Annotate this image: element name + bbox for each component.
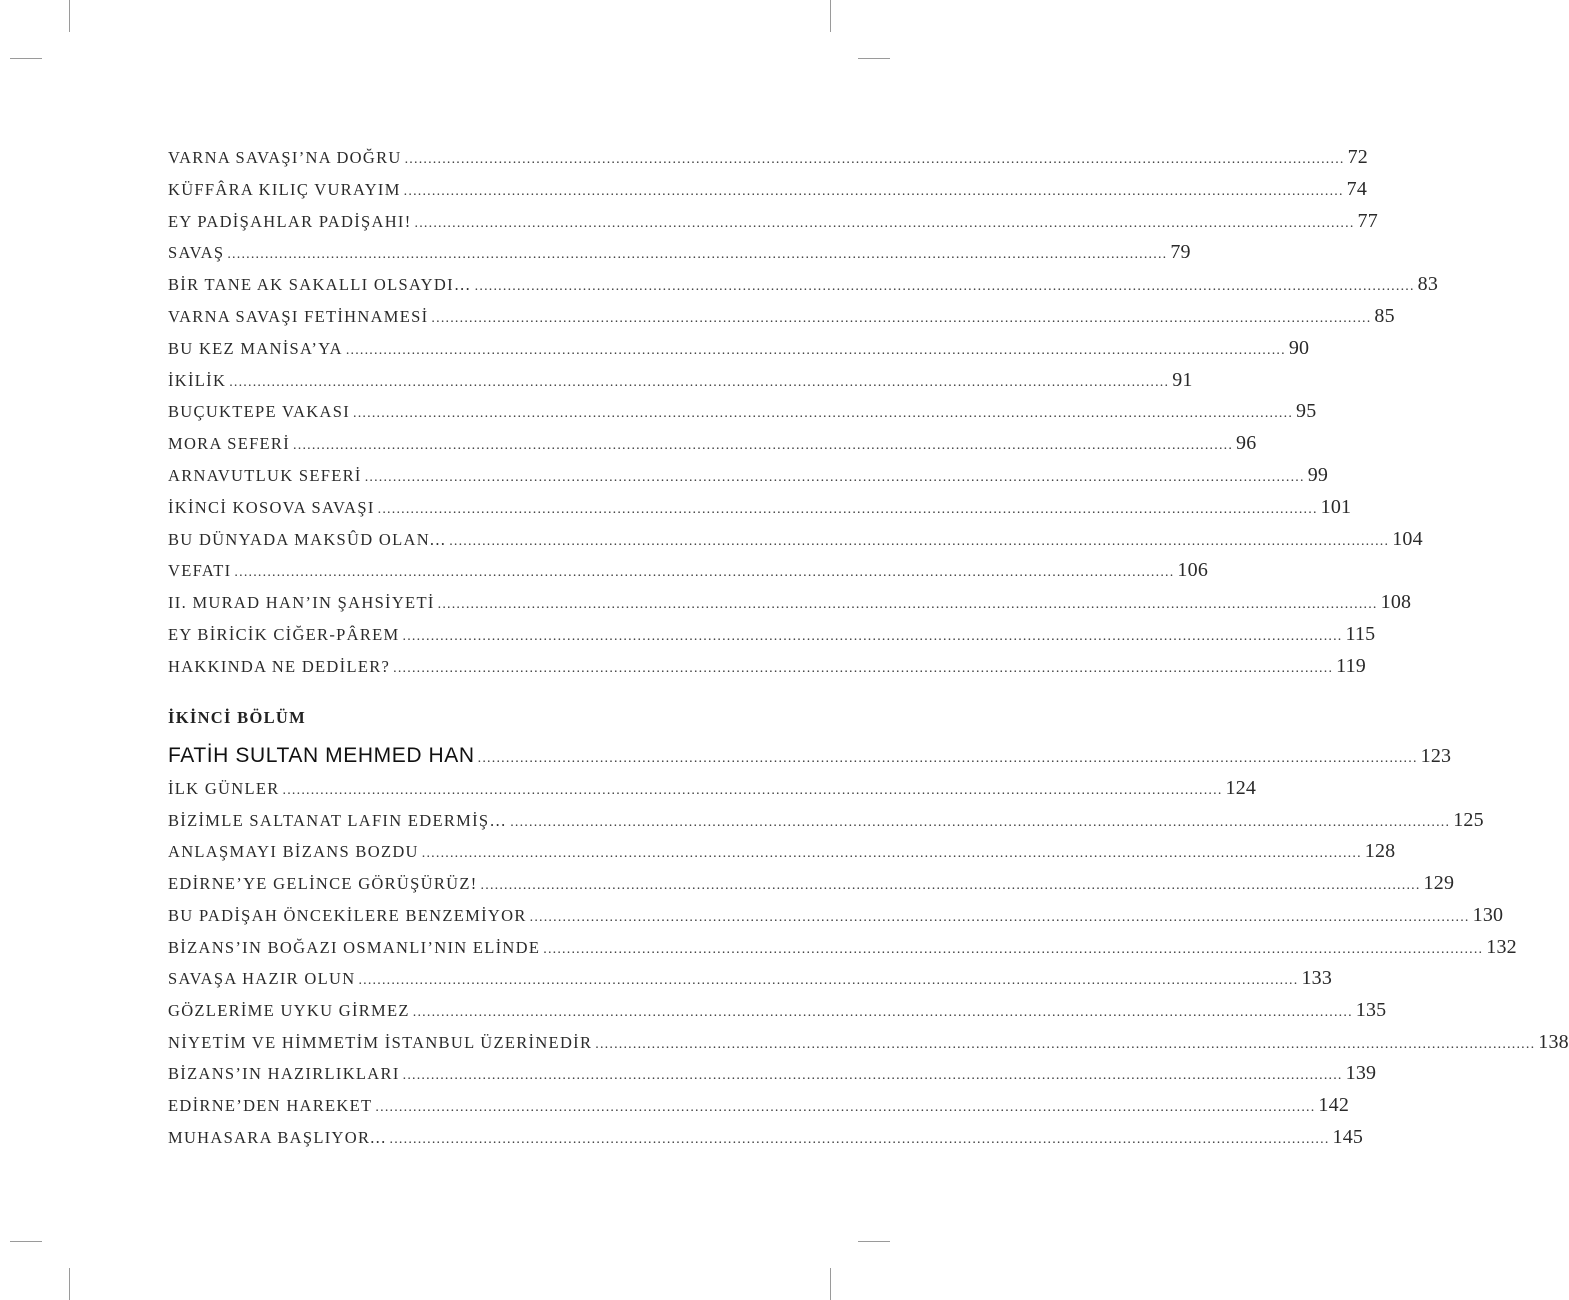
leader-dots: ........................................................................................................................................................................................................ xyxy=(234,565,1175,581)
leader-dots: ........................................................................................................................................................................................................ xyxy=(282,783,1223,798)
toc-entry xyxy=(168,840,1396,870)
toc-entry xyxy=(168,903,1504,934)
toc-entry-page: 85 xyxy=(1374,305,1395,327)
toc-entry-title: KÜFFÂRA KILIÇ VURAYIM xyxy=(168,179,401,199)
toc-entry-page: 90 xyxy=(1288,336,1310,359)
toc-entry xyxy=(168,464,1329,494)
toc-entry xyxy=(168,654,1366,685)
toc-entry xyxy=(168,559,1209,589)
leader-dots: ........................................................................................................................................................................................................ xyxy=(529,909,1470,925)
toc-entry-title: SAVAŞA HAZIR OLUN xyxy=(168,969,356,989)
leader-dots: ........................................................................................................................................................................................................ xyxy=(353,406,1294,422)
toc-entry xyxy=(168,273,1439,303)
leader-dots: ........................................................................................................................................................................................................ xyxy=(543,941,1484,957)
toc-entry xyxy=(168,777,1257,807)
leader-dots: ........................................................................................................................................................................................................ xyxy=(474,279,1415,295)
leader-dots: ........................................................................................................................................................................................................ xyxy=(358,973,1299,989)
crop-mark-top-left xyxy=(69,0,70,32)
toc-entry-page: 129 xyxy=(1423,872,1455,895)
toc-entry xyxy=(168,495,1352,526)
section-label: İKİNCİ BÖLÜM xyxy=(168,708,306,727)
toc-entry-title: NİYETİM VE HİMMETİM İSTANBUL ÜZERİNEDİR xyxy=(168,1032,593,1052)
toc-entry-title: GÖZLERİME UYKU GİRMEZ xyxy=(168,1000,410,1020)
toc-entry xyxy=(168,808,1484,839)
toc-entry xyxy=(168,527,1423,558)
toc-entry-title: VEFATI xyxy=(168,561,232,581)
toc-entry-page: 142 xyxy=(1318,1094,1350,1116)
leader-dots: ........................................................................................................................................................................................................ xyxy=(437,597,1378,613)
toc-entry-title: BUÇUKTEPE VAKASI xyxy=(168,402,351,422)
toc-entry-title: BU DÜNYADA MAKSÛD OLAN... xyxy=(168,529,447,549)
leader-dots: ........................................................................................................................................................................................................ xyxy=(389,1131,1330,1147)
toc-entry-page: 99 xyxy=(1307,464,1329,486)
toc-entry xyxy=(168,998,1387,1029)
toc-entry-title: EDİRNE’DEN HAREKET xyxy=(168,1096,373,1115)
crop-mark-left-bottom xyxy=(10,1241,42,1242)
leader-dots: ........................................................................................................................................................................................................ xyxy=(402,1068,1343,1084)
leader-dots: ........................................................................................................................................................................................................ xyxy=(364,470,1305,485)
toc-entry xyxy=(168,1030,1569,1061)
leader-dots: ........................................................................................................................................................................................................ xyxy=(595,1036,1536,1052)
toc-entry-page: 145 xyxy=(1332,1125,1364,1148)
leader-dots: ........................................................................................................................................................................................................ xyxy=(431,311,1372,326)
table-of-contents xyxy=(168,146,1569,1156)
toc-entry xyxy=(168,146,1369,176)
leader-dots: ........................................................................................................................................................................................................ xyxy=(404,152,1345,167)
toc-entry-title: FATİH SULTAN MEHMED HAN xyxy=(168,744,475,767)
toc-entry-page: 135 xyxy=(1355,998,1387,1021)
toc-entry-page: 123 xyxy=(1420,745,1452,767)
leader-dots: ........................................................................................................................................................................................................ xyxy=(227,247,1168,263)
toc-entry-title: EDİRNE’YE GELİNCE GÖRÜŞÜRÜZ! xyxy=(168,874,478,894)
toc-entry-page: 104 xyxy=(1392,527,1423,550)
leader-dots: ........................................................................................................................................................................................................ xyxy=(477,751,1418,766)
toc-entry-title: II. MURAD HAN’IN ŞAHSİYETİ xyxy=(168,593,435,613)
toc-entry-page: 74 xyxy=(1346,177,1368,200)
toc-entry-page: 119 xyxy=(1336,654,1366,677)
toc-entry xyxy=(168,241,1191,271)
toc-entry-title: VARNA SAVAŞI FETİHNAMESİ xyxy=(168,307,429,326)
toc-entry-title: BİZANS’IN HAZIRLIKLARI xyxy=(168,1064,400,1084)
leader-dots: ........................................................................................................................................................................................................ xyxy=(293,438,1234,454)
crop-mark-bottom-right xyxy=(830,1268,831,1300)
toc-entry xyxy=(168,935,1517,966)
toc-entry-page: 128 xyxy=(1364,840,1396,863)
toc-entry-title: EY PADİŞAHLAR PADİŞAHI! xyxy=(168,211,412,231)
toc-entry-page: 91 xyxy=(1172,368,1193,391)
toc-entry xyxy=(168,1094,1350,1124)
toc-entry-page: 96 xyxy=(1236,432,1257,455)
toc-entry-title: BİR TANE AK SAKALLI OLSAYDI… xyxy=(168,275,472,295)
toc-entry xyxy=(168,872,1455,902)
toc-entry-title: BİZANS’IN BOĞAZI OSMANLI’NIN ELİNDE xyxy=(168,937,541,957)
toc-entry-title: BU PADİŞAH ÖNCEKİLERE BENZEMİYOR xyxy=(168,905,527,925)
toc-entry xyxy=(168,305,1395,335)
toc-entry-title: HAKKINDA NE DEDİLER? xyxy=(168,656,391,676)
leader-dots: ........................................................................................................................................................................................................ xyxy=(412,1004,1353,1020)
leader-dots: ........................................................................................................................................................................................................ xyxy=(345,342,1286,358)
toc-entry xyxy=(168,623,1376,653)
leader-dots: ........................................................................................................................................................................................................ xyxy=(403,183,1344,199)
toc-entry xyxy=(168,591,1412,621)
crop-mark-right-top xyxy=(858,58,890,59)
leader-dots: ........................................................................................................................................................................................................ xyxy=(421,846,1362,862)
toc-entry-page: 101 xyxy=(1320,495,1352,518)
toc-entry xyxy=(168,400,1317,430)
toc-entry-title: MUHASARA BAŞLIYOR... xyxy=(168,1127,387,1147)
toc-entry-page: 133 xyxy=(1301,967,1333,990)
leader-dots: ........................................................................................................................................................................................................ xyxy=(414,215,1355,231)
leader-dots: ........................................................................................................................................................................................................ xyxy=(402,629,1343,644)
toc-entry-title: MORA SEFERİ xyxy=(168,434,291,454)
toc-entry-page: 115 xyxy=(1345,623,1376,645)
crop-mark-left-top xyxy=(10,58,42,59)
leader-dots: ........................................................................................................................................................................................................ xyxy=(229,374,1170,390)
toc-entry-title: BU KEZ MANİSA’YA xyxy=(168,338,343,358)
crop-mark-bottom-left xyxy=(69,1268,70,1300)
leader-dots: ........................................................................................................................................................................................................ xyxy=(480,878,1421,894)
toc-entry-page: 125 xyxy=(1453,808,1484,831)
toc-entry-title: EY BİRİCİK CİĞER-PÂREM xyxy=(168,625,400,644)
toc-entry-page: 108 xyxy=(1380,591,1412,614)
leader-dots: ........................................................................................................................................................................................................ xyxy=(377,501,1318,517)
toc-entry xyxy=(168,177,1368,208)
toc-entry xyxy=(168,1125,1364,1156)
toc-entry-page: 95 xyxy=(1296,400,1317,423)
toc-entry-title: ARNAVUTLUK SEFERİ xyxy=(168,466,362,485)
toc-entry-page: 138 xyxy=(1538,1030,1569,1053)
toc-entry-title: İKİNCİ KOSOVA SAVAŞI xyxy=(168,497,375,517)
toc-entry xyxy=(168,368,1193,399)
toc-entry-page: 130 xyxy=(1472,903,1504,926)
toc-entry xyxy=(168,432,1257,462)
toc-entry-page: 132 xyxy=(1486,935,1517,958)
toc-entry-page: 124 xyxy=(1225,777,1257,799)
toc-entry-title: VARNA SAVAŞI’NA DOĞRU xyxy=(168,148,402,167)
crop-mark-top-right xyxy=(830,0,831,32)
leader-dots: ........................................................................................................................................................................................................ xyxy=(375,1100,1316,1115)
leader-dots: ........................................................................................................................................................................................................ xyxy=(510,814,1451,830)
toc-entry-page: 77 xyxy=(1357,209,1378,232)
toc-entry-page: 79 xyxy=(1170,241,1191,264)
toc-entry-title: İKİLİK xyxy=(168,370,227,390)
toc-entry xyxy=(168,1062,1377,1092)
toc-entry-title: SAVAŞ xyxy=(168,243,225,263)
toc-entry xyxy=(168,336,1310,367)
toc-entry-page: 106 xyxy=(1177,559,1209,582)
toc-entry-title: BİZİMLE SALTANAT LAFIN EDERMİŞ… xyxy=(168,810,508,830)
toc-entry-page: 83 xyxy=(1417,273,1439,296)
toc-entry xyxy=(168,209,1378,240)
leader-dots: ........................................................................................................................................................................................................ xyxy=(393,660,1334,676)
toc-entry-page: 139 xyxy=(1345,1062,1377,1085)
toc-entry-title: İLK GÜNLER xyxy=(168,779,280,798)
toc-entry-title: ANLAŞMAYI BİZANS BOZDU xyxy=(168,842,419,862)
toc-section-title xyxy=(168,744,1452,774)
toc-entry xyxy=(168,967,1333,997)
toc-entry-page: 72 xyxy=(1347,146,1369,168)
crop-mark-right-bottom xyxy=(858,1241,890,1242)
leader-dots: ........................................................................................................................................................................................................ xyxy=(449,533,1390,549)
